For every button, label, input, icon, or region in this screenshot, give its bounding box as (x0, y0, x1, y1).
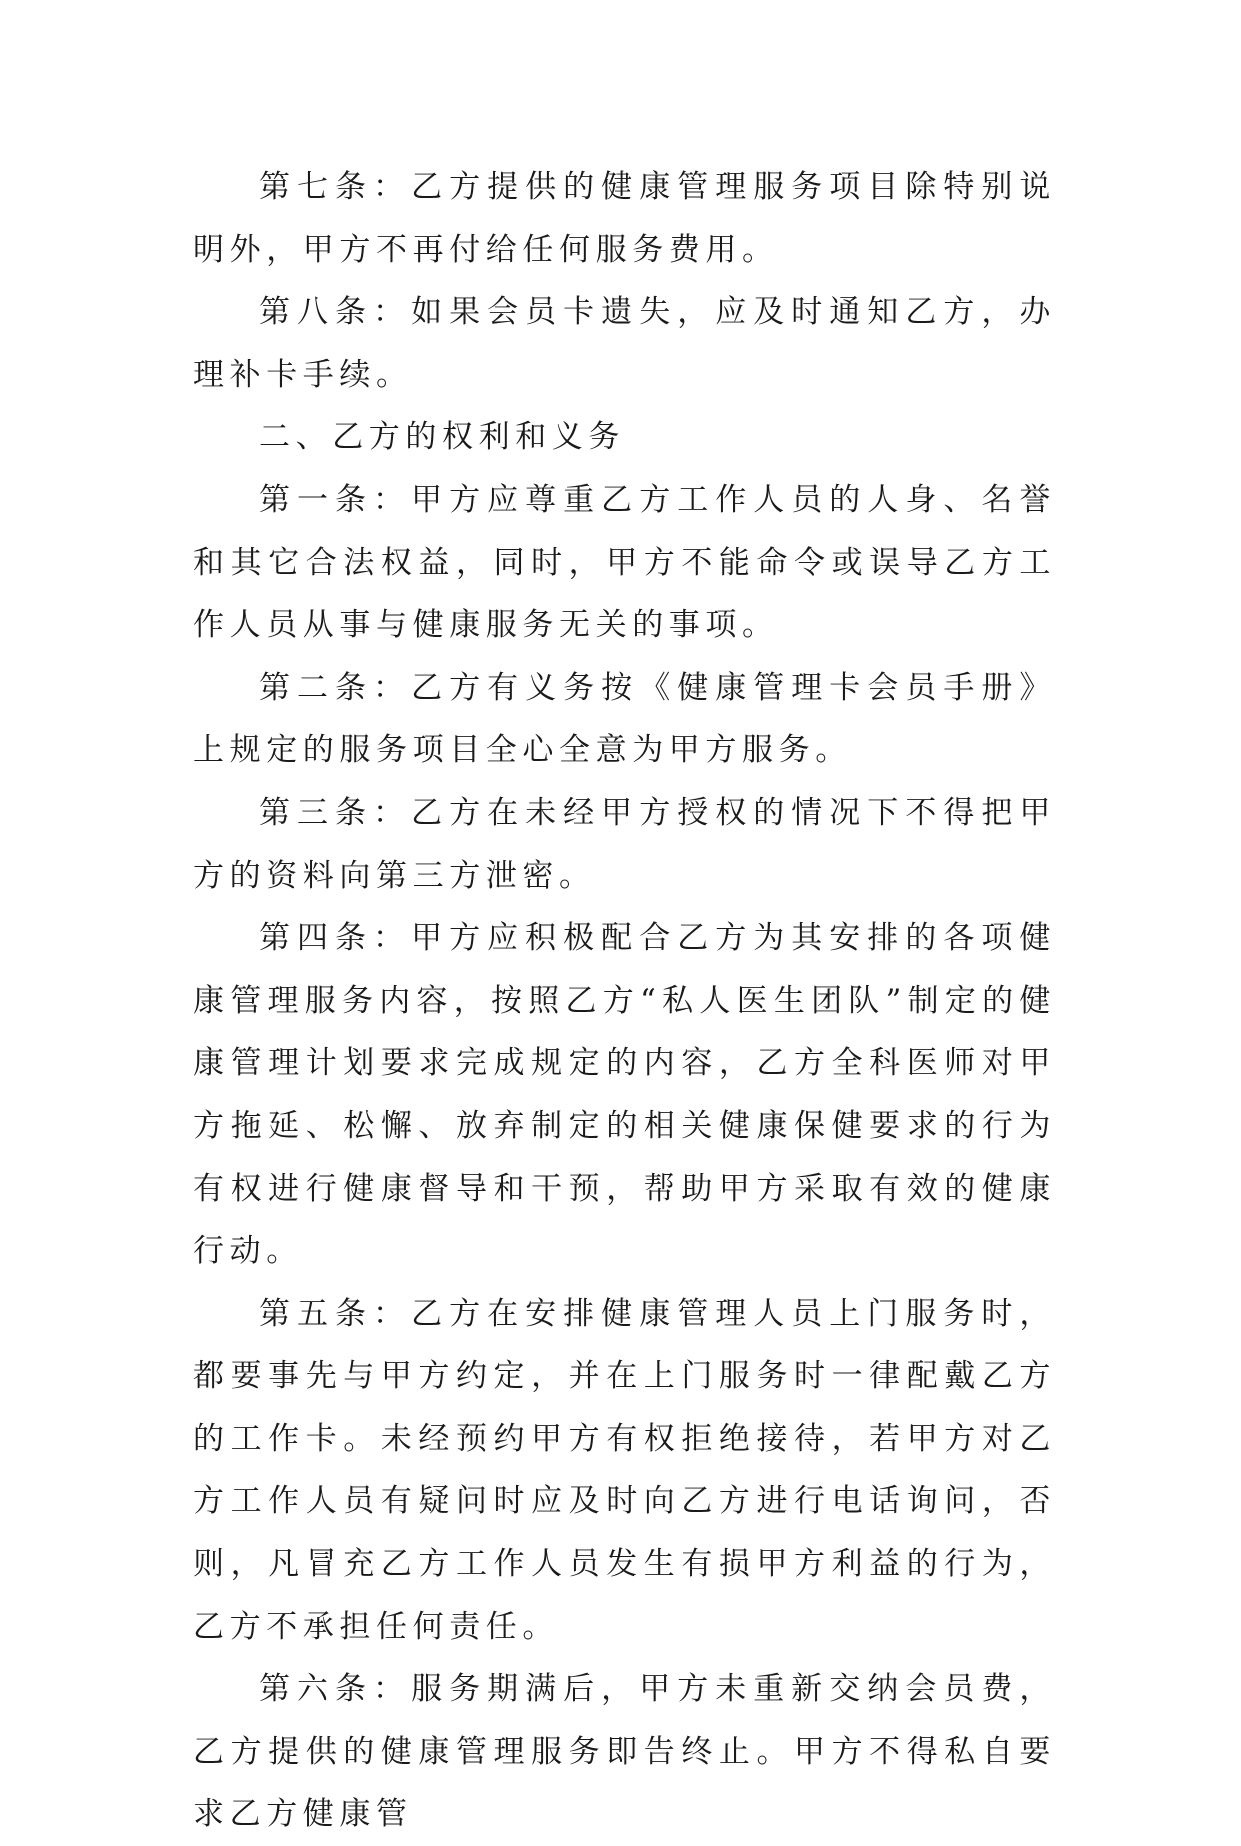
section-2-article-3-paragraph: 第三条：乙方在未经甲方授权的情况下不得把甲方的资料向第三方泄密。 (193, 794, 1056, 894)
section-2-heading: 二、乙方的权利和义务 (259, 419, 625, 456)
section-2-article-4-paragraph: 第四条：甲方应积极配合乙方为其安排的各项健康管理服务内容，按照乙方“私人医生团队”制定的健康管理计划要求完成规定的内容，乙方全科医师对甲方拖延、松懈、放弃制定的相关健康保健要求的行为有权进行健康督导和干预，帮助甲方采取有效的健康行动。 (193, 920, 1056, 1270)
article-8-paragraph: 第八条：如果会员卡遗失，应及时通知乙方，办理补卡手续。 (193, 294, 1056, 393)
section-2-article-5-paragraph: 第五条：乙方在安排健康管理人员上门服务时，都要事先与甲方约定，并在上门服务时一律配戴乙方的工作卡。未经预约甲方有权拒绝接待，若甲方对乙方工作人员有疑问时应及时向乙方进行电话询问，否则，凡冒充乙方工作人员发生有损甲方利益的行为，乙方不承担任何责任。 (193, 1295, 1056, 1645)
section-2-article-2-paragraph: 第二条：乙方有义务按《健康管理卡会员手册》上规定的服务项目全心全意为甲方服务。 (193, 669, 1056, 769)
section-2-article-1-paragraph: 第一条：甲方应尊重乙方工作人员的人身、名誉和其它合法权益，同时，甲方不能命令或误导乙方工作人员从事与健康服务无关的事项。 (193, 481, 1056, 644)
document-body (193, 156, 1056, 1846)
article-7-paragraph: 第七条：乙方提供的健康管理服务项目除特别说明外，甲方不再付给任何服务费用。 (193, 169, 1056, 268)
section-2-article-6-paragraph: 第六条：服务期满后，甲方未重新交纳会员费，乙方提供的健康管理服务即告终止。甲方不得私自要求乙方健康管 (193, 1671, 1056, 1833)
